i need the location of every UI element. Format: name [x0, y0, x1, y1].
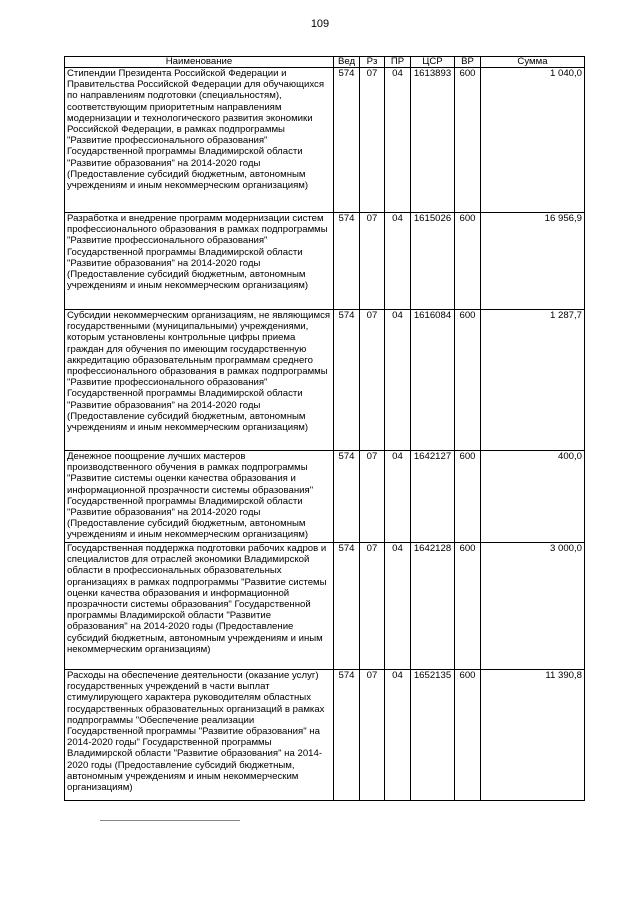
row-csr: 1642127: [411, 451, 455, 543]
divider-line: [100, 820, 240, 821]
row-name: Разработка и внедрение программ модернизации систем профессионального образования в рамках подпрограммы "Развитие профессионального образования" Государственной программы Владимирской области "Развитие образования" на 2014-2020 годы (Предоставление субсидий бюджетным, автономным учреждениям и иным некоммерческим организациям): [65, 213, 334, 310]
table-header-row: [65, 57, 585, 68]
row-pr: 04: [385, 310, 411, 451]
table-row: [65, 451, 585, 543]
row-csr: 1613893: [411, 68, 455, 213]
row-name: Расходы на обеспечение деятельности (оказание услуг) государственных учреждений в части выплат стимулирующего характера руководителям областных государственных образовательных организаций в рамках подпрограммы "Обеспечение реализации Государственной программы "Развитие образования" на 2014-2020 годы" Государственной программы Владимирской области "Развитие образования" на 2014-2020 годы (Предоставление субсидий бюджетным, автономным учреждениям и иным некоммерческим организациям): [65, 670, 334, 801]
header-rz: Рз: [360, 57, 385, 68]
row-name: Государственная поддержка подготовки рабочих кадров и специалистов для отраслей экономики Владимирской области в профессиональных образовательных организациях в рамках подпрограммы "Развитие системы оценки качества образования и информационной прозрачности системы образования" Государственной программы Владимирской области "Развитие образования" на 2014-2020 годы (Предоставление субсидий бюджетным, автономным учреждениям и иным некоммерческим организациям): [65, 543, 334, 670]
row-vr: 600: [455, 68, 481, 213]
row-rz: 07: [360, 310, 385, 451]
row-csr: 1616084: [411, 310, 455, 451]
row-pr: 04: [385, 68, 411, 213]
row-sum: 1 287,7: [481, 310, 585, 451]
header-sum: Сумма: [481, 57, 585, 68]
table-row: [65, 68, 585, 213]
row-name: Денежное поощрение лучших мастеров производственного обучения в рамках подпрограммы "Развитие системы оценки качества образования и информационной прозрачности системы образования" Государственной программы Владимирской области "Развитие образования" на 2014-2020 годы (Предоставление субсидий бюджетным, автономным учреждениям и иным некоммерческим организациям): [65, 451, 334, 543]
header-ved: Вед: [334, 57, 360, 68]
row-csr: 1642128: [411, 543, 455, 670]
row-sum: 400,0: [481, 451, 585, 543]
row-vr: 600: [455, 451, 481, 543]
row-vr: 600: [455, 670, 481, 801]
budget-table: [64, 56, 585, 801]
row-vr: 600: [455, 213, 481, 310]
row-pr: 04: [385, 213, 411, 310]
header-name: Наименование: [65, 57, 334, 68]
row-ved: 574: [334, 543, 360, 670]
row-pr: 04: [385, 543, 411, 670]
row-rz: 07: [360, 543, 385, 670]
header-vr: ВР: [455, 57, 481, 68]
row-ved: 574: [334, 451, 360, 543]
row-rz: 07: [360, 670, 385, 801]
row-name: Субсидии некоммерческим организациям, не являющимся государственными (муниципальными) учреждениями, которым установлены контрольные цифры приема граждан для обучения по имеющим государственную аккредитацию образовательным программам среднего профессионального образования в рамках подпрограммы "Развитие профессионального образования" Государственной программы Владимирской области "Развитие образования" на 2014-2020 годы (Предоставление субсидий бюджетным, автономным учреждениям и иным некоммерческим организациям): [65, 310, 334, 451]
row-sum: 1 040,0: [481, 68, 585, 213]
row-ved: 574: [334, 670, 360, 801]
table-row: [65, 543, 585, 670]
row-ved: 574: [334, 68, 360, 213]
header-csr: ЦСР: [411, 57, 455, 68]
row-csr: 1615026: [411, 213, 455, 310]
page-number: 109: [310, 18, 330, 30]
row-vr: 600: [455, 310, 481, 451]
header-pr: ПР: [385, 57, 411, 68]
row-rz: 07: [360, 68, 385, 213]
row-ved: 574: [334, 213, 360, 310]
row-rz: 07: [360, 213, 385, 310]
row-csr: 1652135: [411, 670, 455, 801]
row-vr: 600: [455, 543, 481, 670]
row-sum: 11 390,8: [481, 670, 585, 801]
row-sum: 3 000,0: [481, 543, 585, 670]
row-pr: 04: [385, 670, 411, 801]
row-pr: 04: [385, 451, 411, 543]
table-row: [65, 213, 585, 310]
row-sum: 16 956,9: [481, 213, 585, 310]
table-row: [65, 670, 585, 801]
table-row: [65, 310, 585, 451]
row-ved: 574: [334, 310, 360, 451]
row-name: Стипендии Президента Российской Федерации и Правительства Российской Федерации для обучающихся по направлениям подготовки (специальностям), соответствующим приоритетным направлениям модернизации и технологического развития экономики Российской Федерации, в рамках подпрограммы "Развитие профессионального образования" Государственной программы Владимирской области "Развитие образования" на 2014-2020 годы (Предоставление субсидий бюджетным, автономным учреждениям и иным некоммерческим организациям): [65, 68, 334, 213]
row-rz: 07: [360, 451, 385, 543]
